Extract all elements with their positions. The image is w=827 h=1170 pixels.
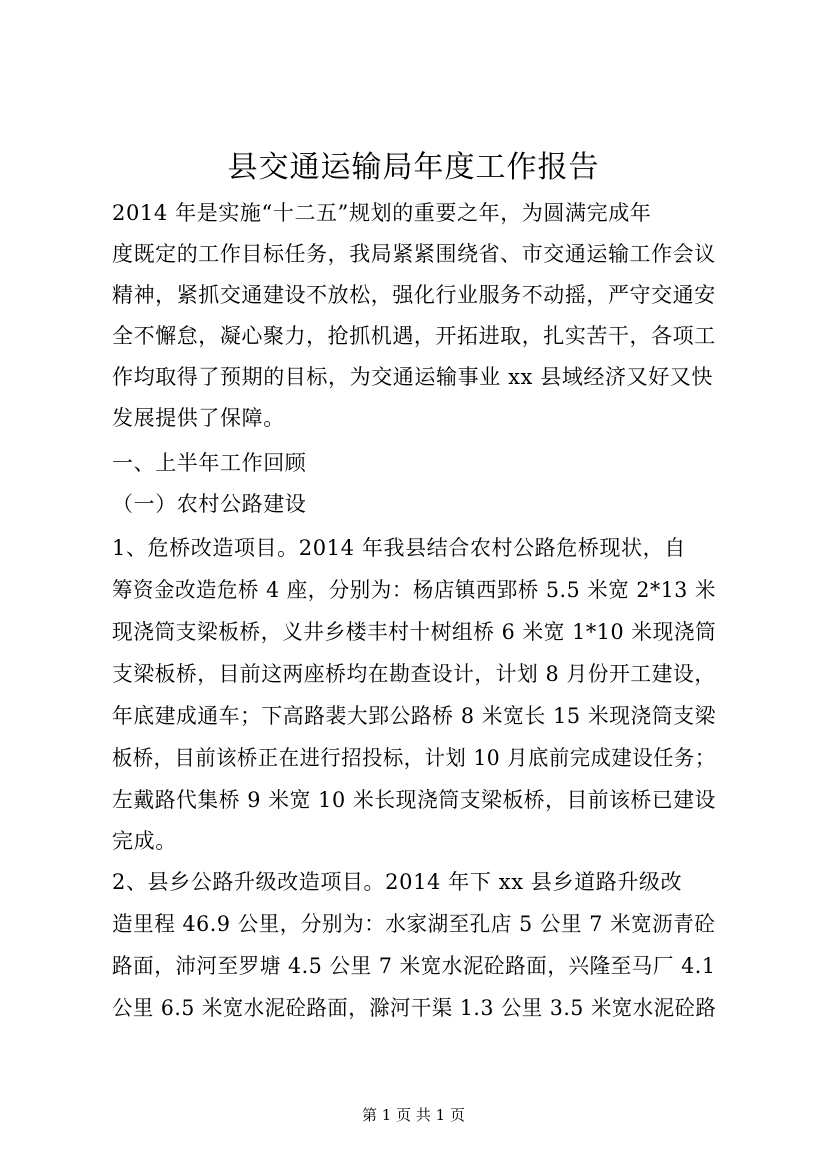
page-number-footer: 第 1 页 共 1 页 (362, 1106, 465, 1124)
paragraph-line: 路面，沛河至罗塘 4.5 公里 7 米宽水泥砼路面，兴隆至马厂 4.1 (112, 954, 716, 978)
paragraph-line: 公里 6.5 米宽水泥砼路面，滁河干渠 1.3 公里 3.5 米宽水泥砼路 (112, 996, 717, 1020)
paragraph-line: 完成。 (112, 829, 177, 853)
paragraph-line: 作均取得了预期的目标，为交通运输事业 xx 县域经济又好又快 (112, 365, 714, 389)
paragraph-line: 2014 年是实施“十二五”规划的重要之年，为圆满完成年 (112, 201, 652, 225)
paragraph-line: 造里程 46.9 公里，分别为：水家湖至孔店 5 公里 7 米宽沥青砼 (112, 912, 716, 936)
section-heading: 一、上半年工作回顾 (112, 451, 307, 475)
paragraph-line: 筹资金改造危桥 4 座，分别为：杨店镇西郢桥 5.5 米宽 2*13 米 (112, 578, 716, 602)
paragraph-line: 年底建成通车；下高路裴大郢公路桥 8 米宽长 15 米现浇筒支梁 (112, 704, 716, 728)
paragraph-line: 现浇筒支梁板桥，义井乡楼丰村十树组桥 6 米宽 1*10 米现浇筒 (112, 620, 717, 644)
subsection-heading: （一）农村公路建设 (112, 492, 307, 516)
paragraph-line: 2、县乡公路升级改造项目。2014 年下 xx 县乡道路升级改 (112, 870, 683, 894)
paragraph-line: 1、危桥改造项目。2014 年我县结合农村公路危桥现状，自 (112, 536, 686, 560)
document-title: 县交通运输局年度工作报告 (227, 150, 600, 185)
paragraph-line: 精神，紧抓交通建设不放松，强化行业服务不动摇，严守交通安 (112, 283, 716, 307)
paragraph-line: 板桥，目前该桥正在进行招投标，计划 10 月底前完成建设任务； (112, 746, 716, 770)
paragraph-line: 左戴路代集桥 9 米宽 10 米长现浇筒支梁板桥，目前该桥已建设 (112, 788, 716, 812)
paragraph-line: 全不懈怠，凝心聚力，抢抓机遇，开拓进取，扎实苦干，各项工 (112, 324, 716, 348)
paragraph-line: 发展提供了保障。 (112, 406, 285, 430)
paragraph-line: 支梁板桥，目前这两座桥均在勘查设计，计划 8 月份开工建设， (112, 662, 716, 686)
paragraph-line: 度既定的工作目标任务，我局紧紧围绕省、市交通运输工作会议 (112, 242, 716, 266)
